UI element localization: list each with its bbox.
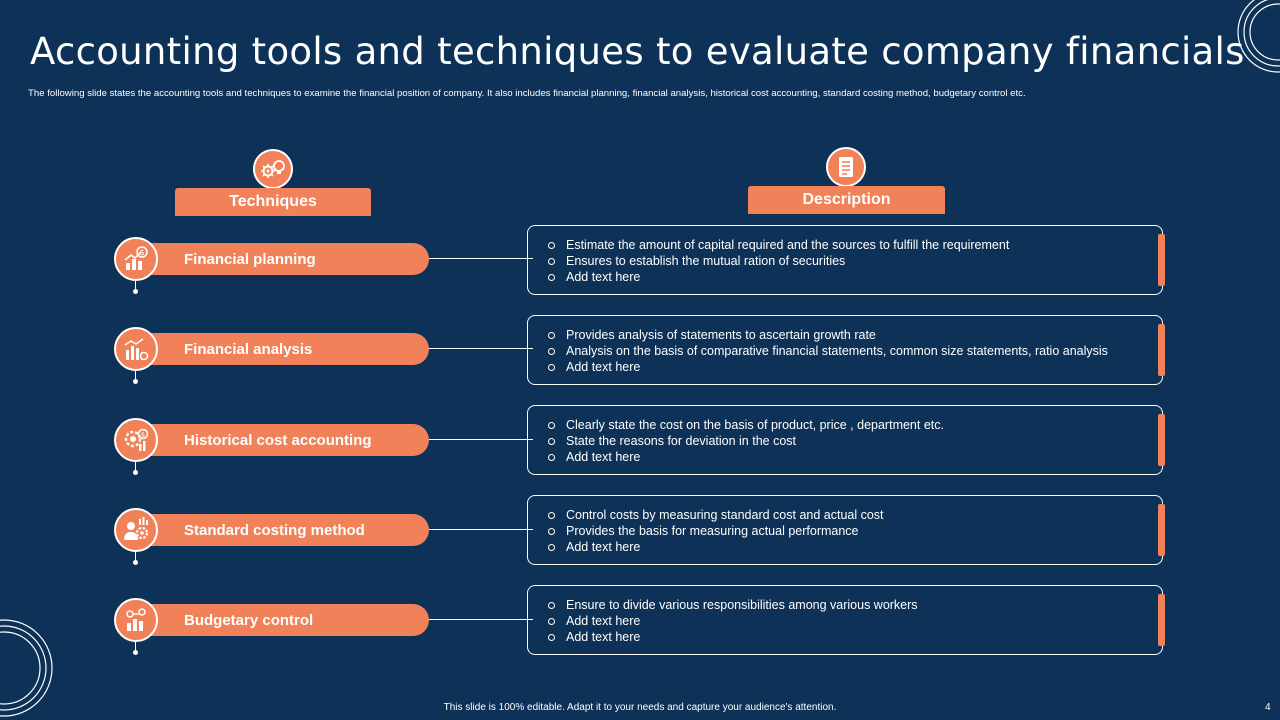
page-number: 4 [1265, 702, 1271, 713]
description-box-financial-planning [527, 225, 1163, 295]
bullet-item: Analysis on the basis of comparative financial statements, common size statements, ratio analysis [546, 343, 1108, 359]
bullet-item: Provides analysis of statements to ascertain growth rate [546, 327, 1108, 343]
accent-bar [1158, 324, 1165, 376]
connector-line [429, 619, 533, 620]
slide-subtitle: The following slide states the accounting tools and techniques to examine the financial position of company. It also includes financial planning, financial analysis, historical cost accounting, standard costing method, budgetary control etc. [28, 88, 1026, 99]
bullet-item: Ensure to divide various responsibilities among various workers [546, 597, 918, 613]
bullet-item: Add text here [546, 629, 918, 645]
bullet-list [546, 237, 1009, 285]
technique-label: Financial planning [136, 243, 429, 275]
connector-line [429, 348, 533, 349]
stem-dot [133, 470, 138, 475]
stem-dot [133, 560, 138, 565]
bullet-list [546, 507, 884, 555]
bullet-item: Clearly state the cost on the basis of product, price , department etc. [546, 417, 944, 433]
description-document-icon [826, 147, 866, 187]
bullet-item: Ensures to establish the mutual ration of securities [546, 253, 1009, 269]
bullet-item: Add text here [546, 539, 884, 555]
technique-label: Historical cost accounting [136, 424, 429, 456]
technique-label: Standard costing method [136, 514, 429, 546]
accent-bar [1158, 234, 1165, 286]
planning-chart-icon [114, 237, 158, 281]
description-box-budgetary-control [527, 585, 1163, 655]
svg-text:$: $ [140, 431, 146, 439]
stem-dot [133, 650, 138, 655]
analysis-bar-chart-icon [114, 327, 158, 371]
description-header: Description [748, 186, 945, 214]
accent-bar [1158, 504, 1165, 556]
connector-line [429, 529, 533, 530]
bullet-item: Add text here [546, 613, 918, 629]
techniques-gears-bulb-icon [253, 149, 293, 189]
accent-bar [1158, 414, 1165, 466]
accent-bar [1158, 594, 1165, 646]
bullet-item: Add text here [546, 449, 944, 465]
bullet-item: Add text here [546, 269, 1009, 285]
description-box-standard-costing-method [527, 495, 1163, 565]
bullet-item: Control costs by measuring standard cost and actual cost [546, 507, 884, 523]
bullet-item: Provides the basis for measuring actual performance [546, 523, 884, 539]
bullet-list [546, 417, 944, 465]
technique-label: Budgetary control [136, 604, 429, 636]
bullet-item: Estimate the amount of capital required and the sources to fulfill the requirement [546, 237, 1009, 253]
description-box-historical-cost-accounting [527, 405, 1163, 475]
stem-dot [133, 379, 138, 384]
slide-footer: This slide is 100% editable. Adapt it to your needs and capture your audience's attention. [443, 702, 837, 713]
connector-line [429, 258, 533, 259]
connector-line [429, 439, 533, 440]
bullet-list [546, 327, 1108, 375]
bullet-list [546, 597, 918, 645]
stem-dot [133, 289, 138, 294]
budget-bars-icon [114, 598, 158, 642]
costing-person-gear-icon [114, 508, 158, 552]
techniques-header: Techniques [175, 188, 371, 216]
slide-title: Accounting tools and techniques to evaluate company financials [30, 30, 1245, 73]
bullet-item: Add text here [546, 359, 1108, 375]
bullet-item: State the reasons for deviation in the cost [546, 433, 944, 449]
technique-label: Financial analysis [136, 333, 429, 365]
description-box-financial-analysis [527, 315, 1163, 385]
svg-text:$: $ [139, 248, 145, 257]
cost-gear-dollar-icon [114, 418, 158, 462]
